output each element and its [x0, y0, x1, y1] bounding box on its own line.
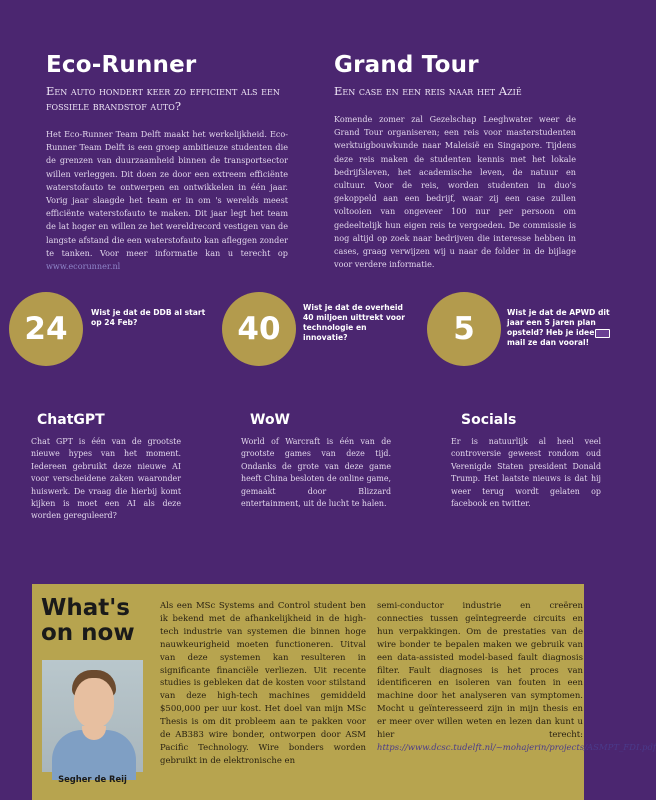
whats-on-now-column-2-text: semi-conductor industrie en creëren connecties tussen geïntegreerde circuits en hun verpakkingen. Om de prestaties van de wire bonder te bepalen maken we gebruik van een data-assisted model-based fault diagnosis filter. Fault diagnoses is het proces van identificeren en isoleren van fouten in een machine door het analyseren van symptomen. Mocht u geïnteresseerd zijn in mijn thesis en er meer over willen weten en lezen dan kunt u hier terecht:	[377, 601, 583, 741]
grand-tour-title: Grand Tour	[334, 52, 479, 78]
whats-on-now-box	[32, 584, 656, 800]
chatgpt-body: Chat GPT is één van de grootste nieuwe hypes van het moment. Iedereen gebruikt deze nieuwe AI voor verscheidene zaken waaronder huiswerk. De vraag die hierbij komt kijken is moet een AI als deze worden gereguleerd?	[31, 437, 181, 521]
socials-body: Er is natuurlijk al heel veel controversie geweest rondom oud Verenigde Staten president Donald Trump. Het laatste nieuws is dat hij weer terug wordt gelaten op facebook en twitter.	[451, 437, 601, 509]
stat-text: Wist je dat de overheid 40 miljoen uittrekt voor technologie en innovatie?	[303, 303, 405, 342]
wow-title: WoW	[250, 412, 291, 428]
thesis-link[interactable]: https://www.dcsc.tudelft.nl/~mohajerin/projects/ASMPT_FDI.pdf	[377, 742, 656, 753]
socials-title: Socials	[461, 412, 517, 428]
eco-runner-title: Eco-Runner	[46, 52, 197, 78]
stat-circle: 40	[222, 292, 296, 366]
grand-tour-body: Komende zomer zal Gezelschap Leeghwater weer de Grand Tour organiseren; een reis voor masterstudenten werktuigbouwkunde naar Maleisië en Singapore. Tijdens deze reis maken de studenten kennis met het lokale bedrijfsleven, het academische leven, de natuur en cultuur. Voor de reis, worden studenten in duo's gekoppeld aan een bedrijf, waar zij een case zullen voltooien van ongeveer 100 nur per persoon om gedeeltelijk hun eigen reis te vergoeden. De commissie is nog altijd op zoek naar bedrijven die interesse hebben in cases, graag verwijzen wij u naar de folder in de bijlage voor verdere informatie.	[334, 114, 576, 270]
wow-body: World of Warcraft is één van de grootste games van deze tijd. Ondanks de grote van deze game heeft China besloten de online game, gemaakt door Blizzard entertainment, uit de lucht te halen.	[241, 437, 391, 509]
photo-caption: Segher de Reij	[58, 774, 127, 784]
portrait-photo	[42, 660, 143, 772]
whats-on-now-title-line2: on now	[41, 620, 135, 646]
whats-on-now-column-1: Als een MSc Systems and Control student ben ik bekend met de afhankelijkheid in de high-tech industrie van systemen die binnen hoge nauwkeurigheid moeten functioneren. Uitval van deze systemen kan resulteren in significante financiële verliezen. Uit recente studies is gebleken dat de kosten voor stilstand van deze high-tech machines gemiddeld $500,000 per uur kost. Het doel van mijn MSc Thesis is om dit probleem aan te pakken voor de AB383 wire bonder, ontworpen door ASM Pacific Technology. Wire bonders worden gebruikt in de elektronische en	[160, 601, 366, 766]
socials-column	[451, 412, 601, 510]
grand-tour-article	[334, 52, 576, 271]
eco-runner-article	[46, 52, 288, 273]
stat-text-part: mail ze dan vooral!	[507, 338, 590, 347]
grand-tour-subtitle: Een case en een reis naar het Azië	[334, 84, 522, 98]
mail-icon	[595, 329, 610, 338]
stat-text-part: Wist je dat de APWD dit jaar een 5 jaren plan opsteld? Heb je idee	[507, 308, 610, 337]
whats-on-now-title	[41, 596, 135, 646]
stat-text	[507, 308, 615, 348]
whats-on-now-column-2	[377, 600, 656, 755]
eco-runner-subtitle: Een auto hondert keer zo efficient als een fossiele brandstof auto?	[46, 84, 280, 113]
stat-circle: 5	[427, 292, 501, 366]
wow-column	[241, 412, 391, 510]
stat-circle: 24	[9, 292, 83, 366]
stat-text: Wist je dat de DDB al start op 24 Feb?	[91, 308, 206, 327]
whats-on-now-title-line1: What's	[41, 595, 130, 621]
chatgpt-column	[31, 412, 181, 523]
eco-runner-body	[46, 128, 288, 273]
chatgpt-title: ChatGPT	[37, 412, 105, 428]
eco-runner-body-text: Het Eco-Runner Team Delft maakt het werkelijkheid. Eco-Runner Team Delft is een groep ambitieuze studenten die de grenzen van duurzaamheid binnen de transportsector willen verleggen. Dit doen ze door een extreem efficiënte waterstofauto te ontwerpen en ontwikkelen in één jaar. Vorig jaar slaagde het team er in om 's werelds meest efficiënte waterstofauto te maken. Dit jaar legt het team de lat hoger en willen ze het wereldrecord vestigen van de langste afstand die een waterstofauto kan afleggen zonder te tanken. Voor meer informatie kan u terecht op	[46, 129, 288, 258]
eco-runner-link[interactable]: www.ecorunner.nl	[46, 261, 121, 272]
